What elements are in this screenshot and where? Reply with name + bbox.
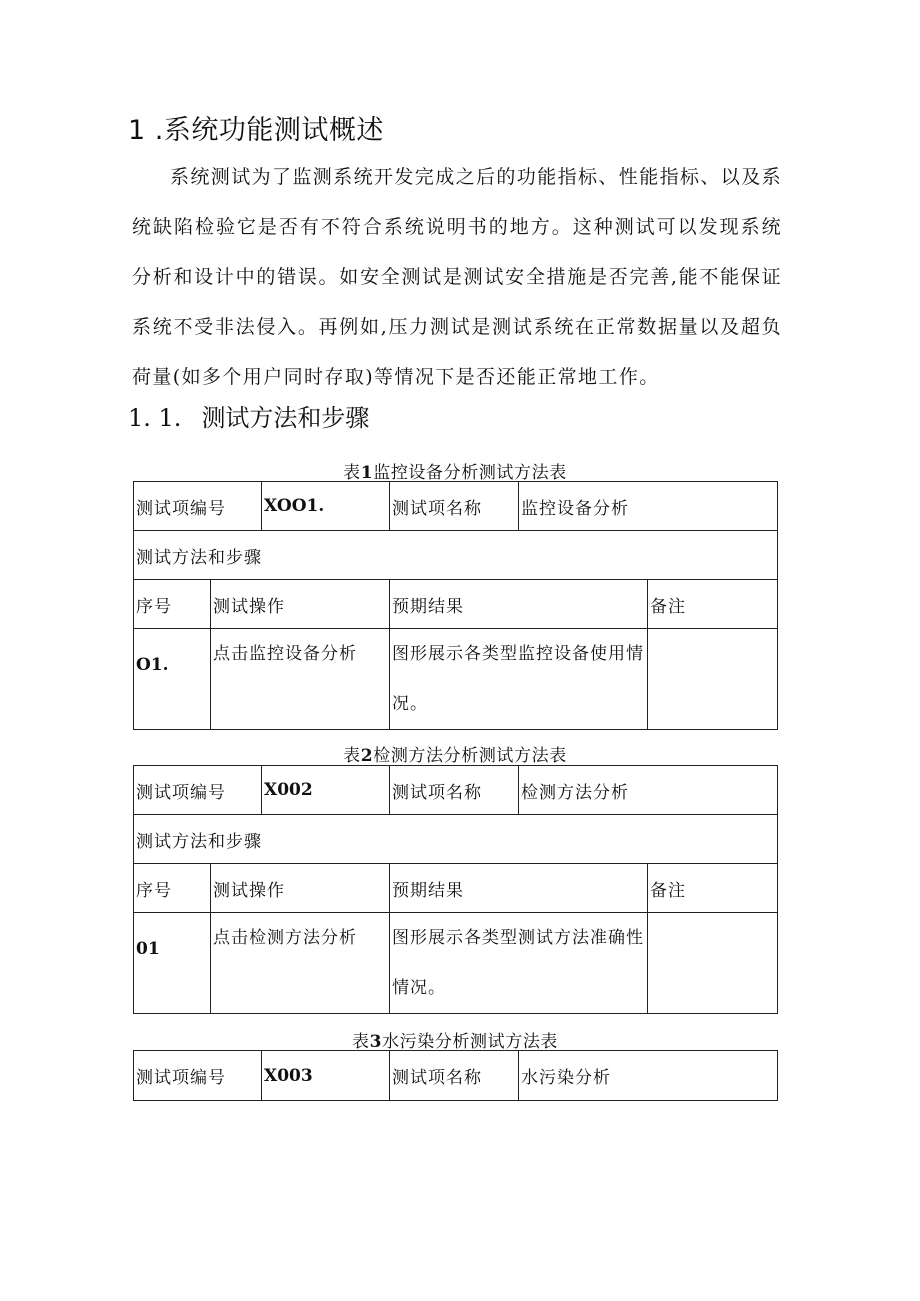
caption-number: 3 <box>369 1032 383 1052</box>
caption-text: 监控设备分析测试方法表 <box>373 463 567 483</box>
caption-prefix: 表 <box>343 746 361 766</box>
table-row <box>134 1051 778 1101</box>
id-label: 测试项编号 <box>134 1051 262 1101</box>
id-value: X002 <box>262 766 390 815</box>
col-note-header: 备注 <box>648 580 778 629</box>
table-row <box>134 815 778 864</box>
name-label: 测试项名称 <box>390 766 519 815</box>
row-expect: 图形展示各类型测试方法准确性情况。 <box>390 913 648 1014</box>
table-row <box>134 864 778 913</box>
subsection-heading <box>128 398 369 433</box>
method-label: 测试方法和步骤 <box>134 815 778 864</box>
table-row <box>134 531 778 580</box>
table-row <box>134 482 778 531</box>
name-label: 测试项名称 <box>390 482 519 531</box>
intro-paragraph: 系统测试为了监测系统开发完成之后的功能指标、性能指标、以及系统缺陷检验它是否有不符合系统说明书的地方。这种测试可以发现系统分析和设计中的错误。如安全测试是测试安全措施是否完善,能不能保证系统不受非法侵入。再例如,压力测试是测试系统在正常数据量以及超负荷量(如多个用户同时存取)等情况下是否还能正常地工作。 <box>132 166 783 388</box>
caption-number: 2 <box>360 746 374 766</box>
table-row <box>134 580 778 629</box>
table-row <box>134 913 778 1014</box>
id-label: 测试项编号 <box>134 482 262 531</box>
row-note <box>648 629 778 730</box>
col-seq-header: 序号 <box>134 864 211 913</box>
row-seq: O1. <box>134 629 211 730</box>
caption-text: 检测方法分析测试方法表 <box>373 746 567 766</box>
test-table-3 <box>133 1050 778 1101</box>
table-row <box>134 629 778 730</box>
col-seq-header: 序号 <box>134 580 211 629</box>
subsection-title: 测试方法和步骤 <box>201 404 370 432</box>
caption-prefix: 表 <box>351 1032 370 1052</box>
method-label: 测试方法和步骤 <box>134 531 778 580</box>
caption-prefix: 表 <box>343 463 361 483</box>
subsection-number: 1. 1. <box>128 404 182 432</box>
name-value: 监控设备分析 <box>519 482 778 531</box>
col-op-header: 测试操作 <box>211 580 390 629</box>
caption-number: 1 <box>360 463 374 483</box>
col-op-header: 测试操作 <box>211 864 390 913</box>
col-note-header: 备注 <box>648 864 778 913</box>
table-caption-2 <box>133 741 777 766</box>
section-heading: 1 .系统功能测试概述 <box>128 115 384 146</box>
name-label: 测试项名称 <box>390 1051 519 1101</box>
row-op: 点击监控设备分析 <box>211 629 390 730</box>
id-value: XOO1. <box>262 482 390 531</box>
row-seq: 01 <box>134 913 211 1014</box>
name-value: 检测方法分析 <box>519 766 778 815</box>
id-label: 测试项编号 <box>134 766 262 815</box>
col-expect-header: 预期结果 <box>390 864 648 913</box>
id-value: X003 <box>262 1051 390 1101</box>
table-row <box>134 766 778 815</box>
name-value: 水污染分析 <box>519 1051 778 1101</box>
caption-text: 水污染分析测试方法表 <box>382 1032 559 1052</box>
row-expect: 图形展示各类型监控设备使用情况。 <box>390 629 648 730</box>
col-expect-header: 预期结果 <box>390 580 648 629</box>
table-caption-3 <box>133 1027 777 1052</box>
test-table-1 <box>133 481 778 730</box>
row-note <box>648 913 778 1014</box>
test-table-2 <box>133 765 778 1014</box>
table-caption-1 <box>133 458 777 483</box>
row-op: 点击检测方法分析 <box>211 913 390 1014</box>
